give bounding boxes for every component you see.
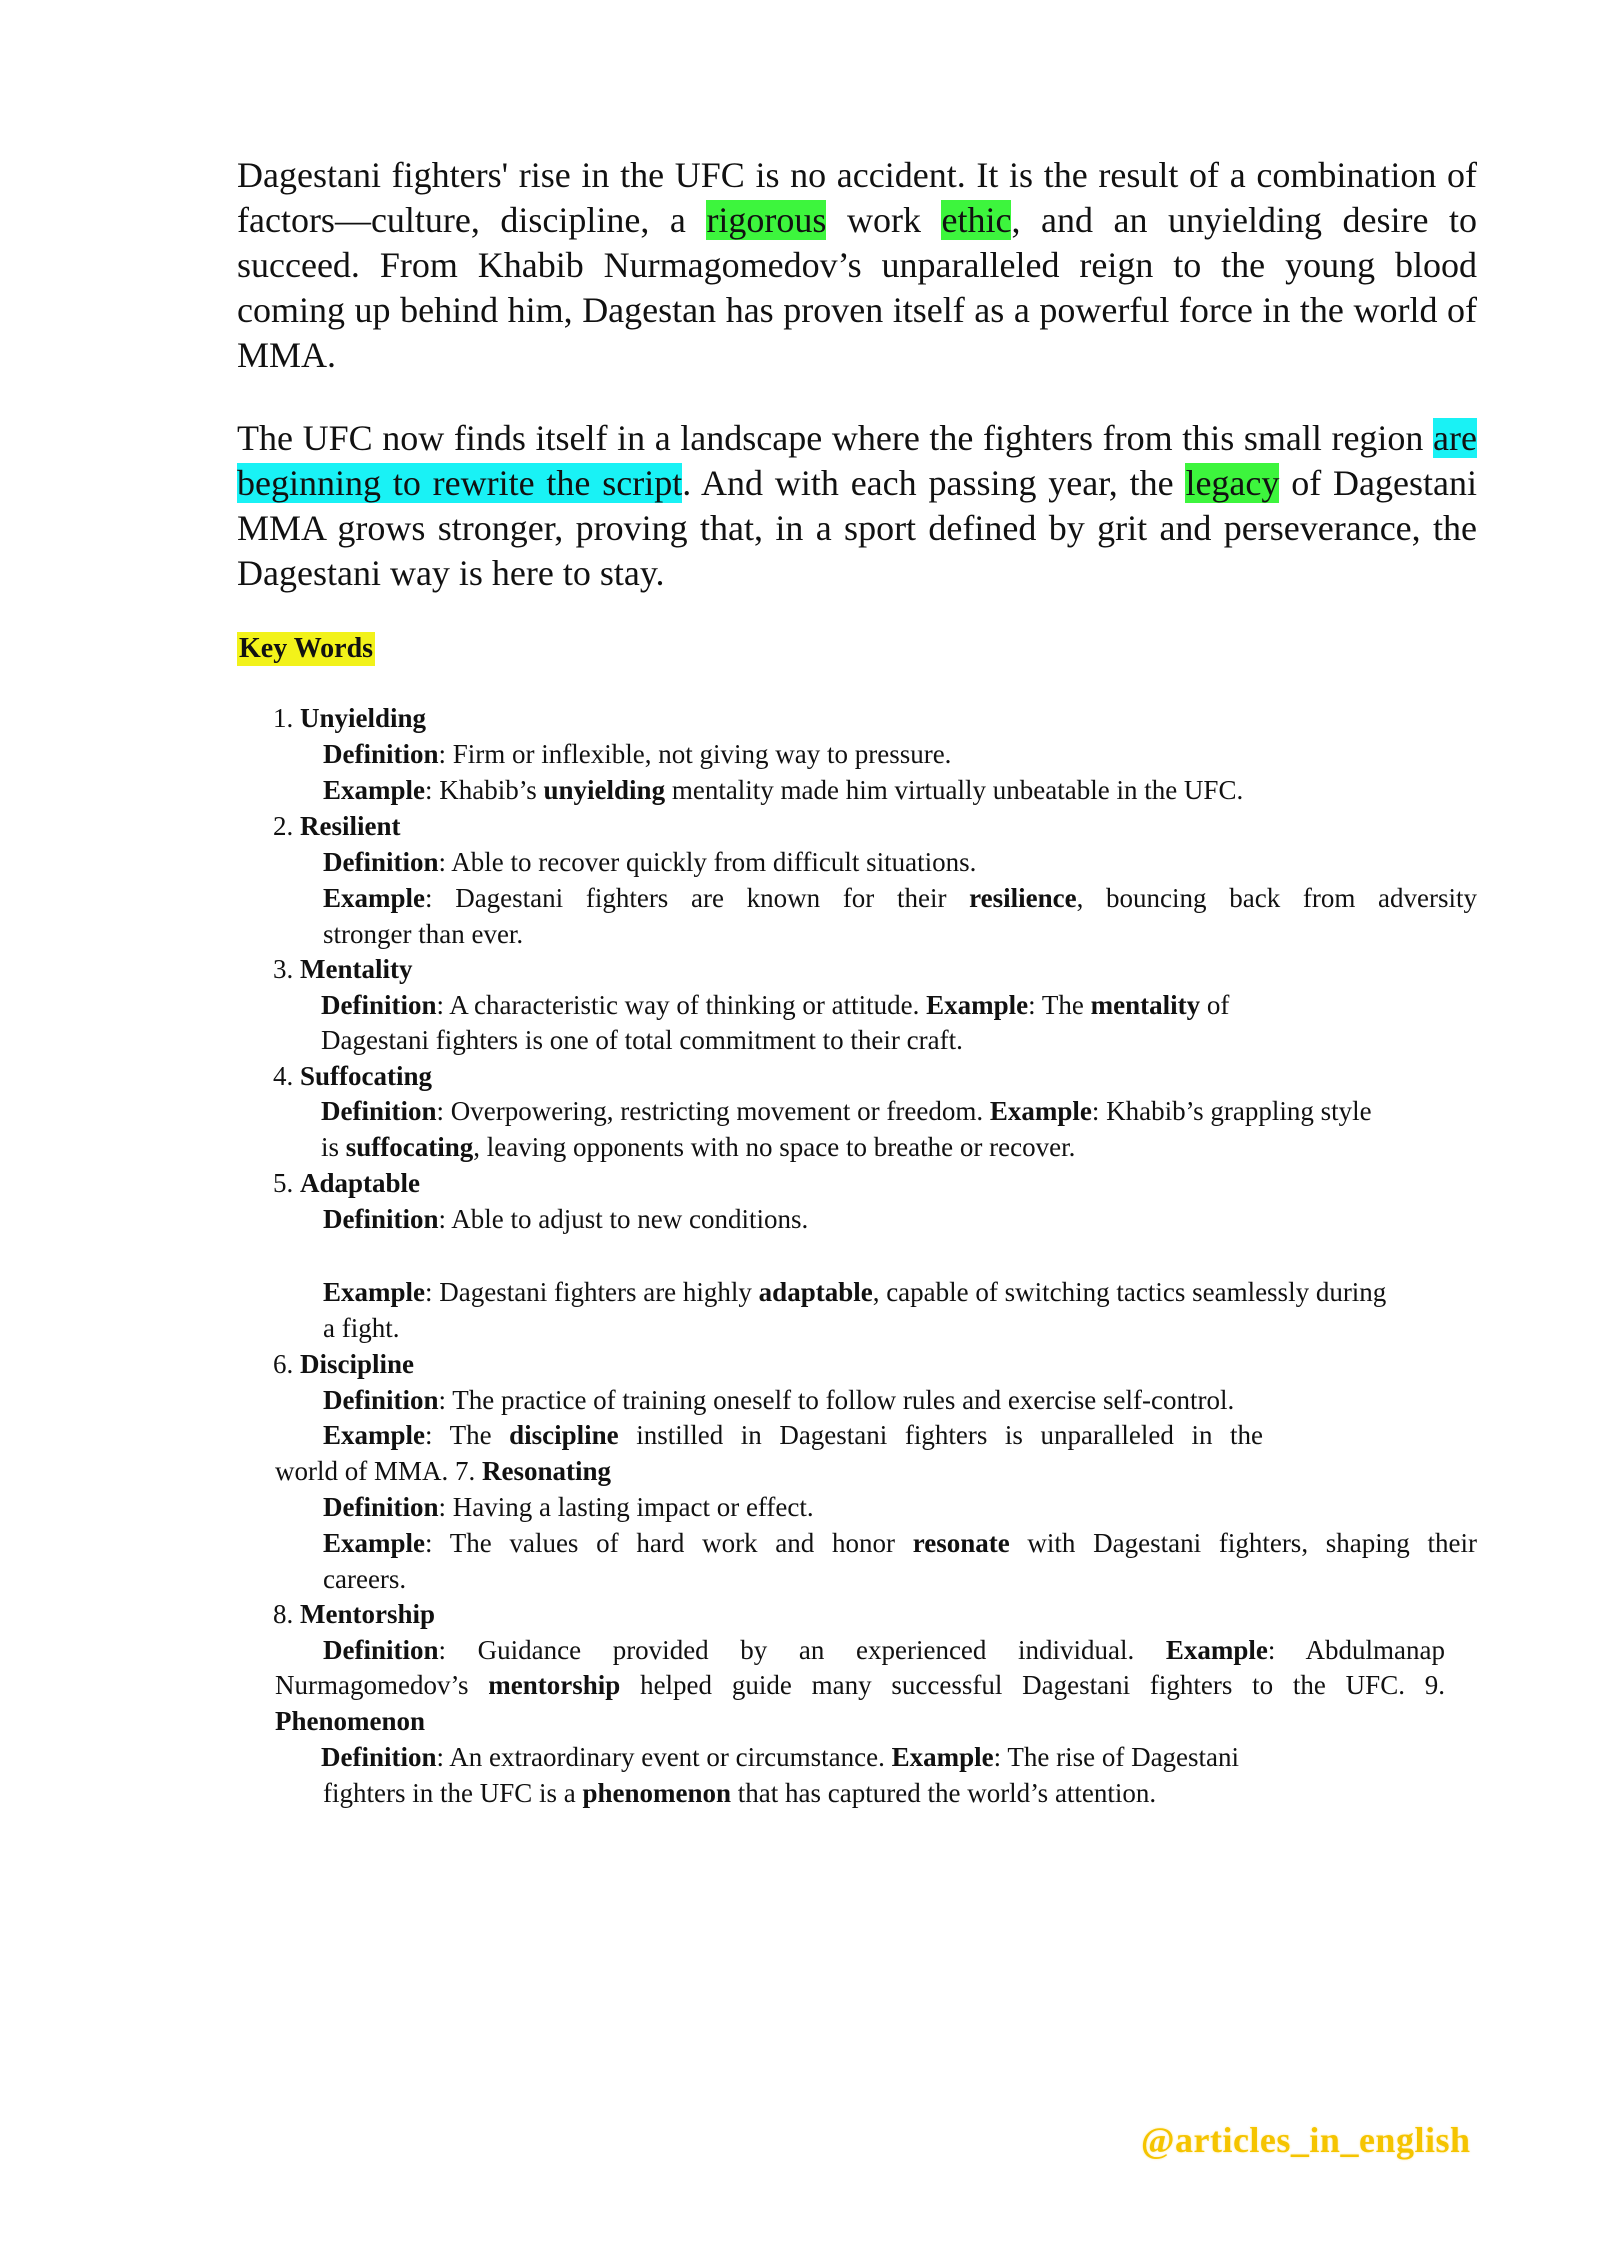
word-heading-5: 5. Adaptable [273, 1168, 421, 1198]
example-3-cont: Dagestani fighters is one of total commitment to their craft. [321, 1025, 963, 1055]
definition-7: Definition: Having a lasting impact or effect. [323, 1492, 814, 1522]
text: work [826, 200, 942, 240]
key-words-heading: Key Words [239, 633, 374, 664]
text: The UFC now finds itself in a landscape where the fighters from this small region [237, 418, 1434, 458]
highlight-legacy: legacy [1185, 463, 1280, 503]
definition-8: Definition: Guidance provided by an experienced individual. Example: Abdulmanap [323, 1635, 1445, 1665]
example-7: Example: The values of hard work and honor resonate with Dagestani fighters, shaping their [323, 1528, 1477, 1558]
example-9-cont: fighters in the UFC is a phenomenon that has captured the world’s attention. [323, 1778, 1157, 1808]
example-6: Example: The discipline instilled in Dagestani fighters is unparalleled in the [323, 1420, 1263, 1450]
word-heading-6: 6. Discipline [273, 1349, 415, 1379]
text: of Dagestani MMA grows stronger, proving that, in a sport defined by grit and perseverance, the Dagestani way is here to stay. [237, 463, 1477, 593]
social-handle-watermark: @articles_in_english [1141, 2120, 1471, 2160]
word-heading-9: Phenomenon [275, 1706, 426, 1736]
word-heading-2: 2. Resilient [273, 811, 401, 841]
text: Dagestani fighters' rise in the UFC is no accident. It is the result of a combination of factors—culture, discipline, a [237, 155, 1477, 240]
definition-2: Definition: Able to recover quickly from difficult situations. [323, 847, 977, 877]
example-7-cont: careers. [323, 1564, 407, 1594]
example-2-cont: stronger than ever. [323, 919, 524, 949]
highlight-rigorous: rigorous [706, 200, 827, 240]
paragraph-1 [237, 153, 1477, 378]
definition-1: Definition: Firm or inflexible, not giving way to pressure. [323, 739, 952, 769]
example-5: Example: Dagestani fighters are highly adaptable, capable of switching tactics seamlessly during [323, 1277, 1387, 1307]
definition-4: Definition: Overpowering, restricting movement or freedom. Example: Khabib’s grappling style [321, 1096, 1372, 1126]
example-2: Example: Dagestani fighters are known for their resilience, bouncing back from adversity [323, 883, 1478, 913]
word-heading-3: 3. Mentality [273, 954, 413, 984]
word-heading-4: 4. Suffocating [273, 1061, 433, 1091]
example-1: Example: Khabib’s unyielding mentality made him virtually unbeatable in the UFC. [323, 775, 1244, 805]
text: . And with each passing year, the [682, 463, 1186, 503]
example-5-cont: a fight. [323, 1313, 400, 1343]
paragraph-2 [237, 416, 1477, 596]
example-4-cont: is suffocating, leaving opponents with no space to breathe or recover. [321, 1132, 1076, 1162]
definition-9: Definition: An extraordinary event or circumstance. Example: The rise of Dagestani [321, 1742, 1240, 1772]
definition-5: Definition: Able to adjust to new conditions. [323, 1204, 809, 1234]
example-8-cont: Nurmagomedov’s mentorship helped guide many successful Dagestani fighters to the UFC. 9. [275, 1670, 1445, 1700]
example-6-cont-and-word-heading-7: world of MMA. 7. Resonating [275, 1456, 612, 1486]
definition-6: Definition: The practice of training oneself to follow rules and exercise self-control. [323, 1385, 1235, 1415]
definition-3: Definition: A characteristic way of thinking or attitude. Example: The mentality of [321, 990, 1230, 1020]
word-heading-1: 1. Unyielding [273, 703, 427, 733]
text: , and an unyielding desire to succeed. From Khabib Nurmagomedov’s unparalleled reign to the young blood coming up behind him, Dagestan has proven itself as a powerful force in the world of MMA. [237, 200, 1477, 375]
word-heading-8: 8. Mentorship [273, 1599, 435, 1629]
highlight-rewrite-script: are beginning to rewrite the script [237, 418, 1477, 503]
highlight-ethic: ethic [941, 200, 1012, 240]
